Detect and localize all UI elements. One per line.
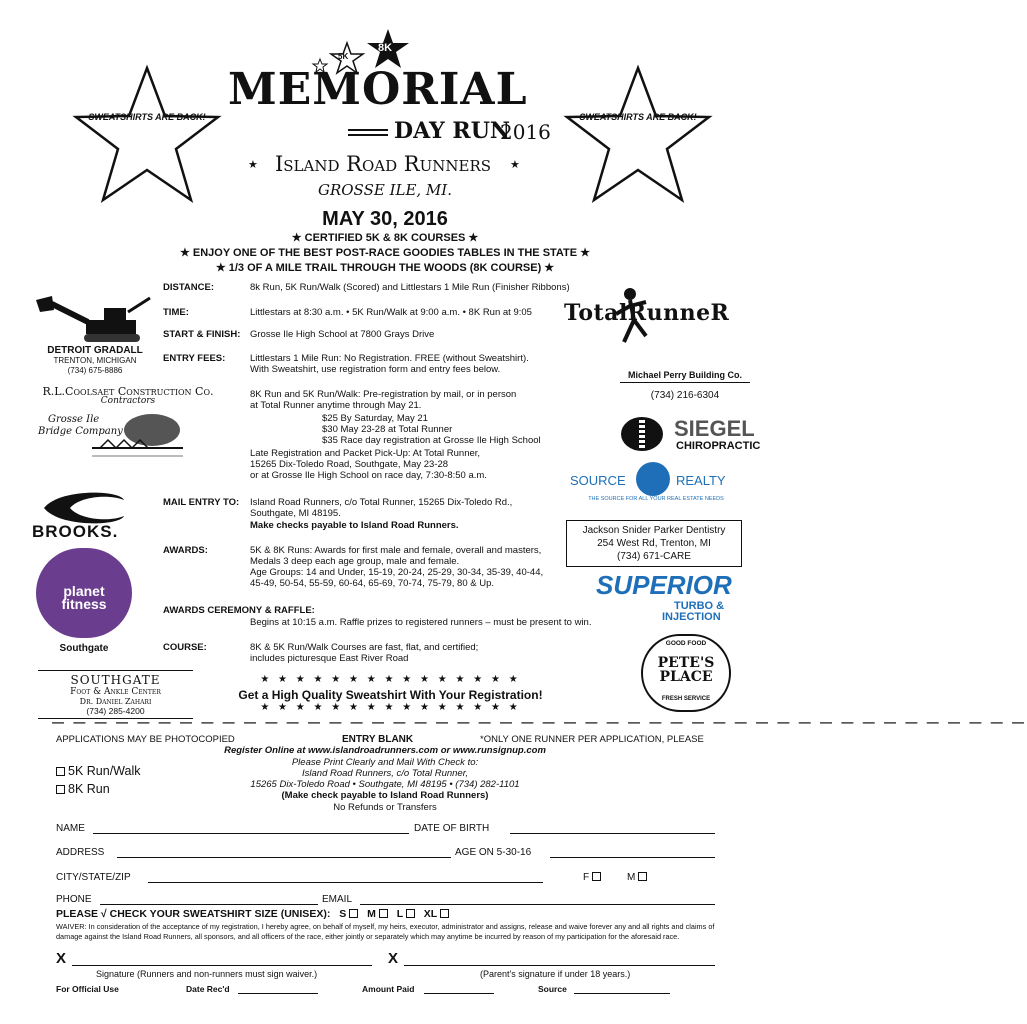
ceremony-label: AWARDS CEREMONY & RAFFLE: — [163, 605, 315, 616]
bullet-goodies: ★ ENJOY ONE OF THE BEST POST-RACE GOODIES TABLES IN THE STATE ★ — [179, 247, 591, 259]
badge-8k: 8K — [378, 42, 393, 54]
star-icon: ★ — [248, 159, 258, 171]
mail-text: Island Road Runners, c/o Total Runner, 15265 Dix-Toledo Rd., Southgate, MI 48195. — [250, 497, 513, 519]
cut-line: — — — — — — — — — — — — — — — — — — — — — — — — — — — — — — — — — — — — — — — — — — — — — — — [52, 715, 1027, 729]
coolsaet-sub: Contractors — [100, 396, 156, 406]
checkbox-8k[interactable] — [56, 785, 65, 794]
phone-label: PHONE — [56, 894, 92, 905]
superior-injection: INJECTION — [662, 611, 721, 623]
parent-signature-label: (Parent's signature if under 18 years.) — [480, 969, 631, 979]
star-icon — [72, 64, 222, 204]
star-icon: ★ — [510, 159, 520, 171]
name-label: NAME — [56, 823, 85, 834]
amount-paid-label: Amount Paid — [362, 984, 415, 994]
bridge-name-1: Grosse Ile — [48, 414, 100, 425]
event-location: GROSSE ILE, MI. — [317, 181, 452, 199]
source-text: SOURCE — [570, 473, 626, 488]
checkbox-f[interactable] — [592, 872, 601, 881]
distance-text: 8k Run, 5K Run/Walk (Scored) and Littlestars 1 Mile Run (Finisher Ribbons) — [250, 282, 570, 293]
brooks-logo-icon — [40, 490, 128, 526]
age-field[interactable] — [550, 857, 715, 858]
dentistry-address: 254 West Rd, Trenton, MI — [597, 538, 711, 549]
distance-label: DISTANCE: — [163, 282, 215, 293]
source-label: Source — [538, 984, 567, 994]
mail-label: MAIL ENTRY TO: — [163, 497, 240, 508]
name-field[interactable] — [93, 833, 409, 834]
fees-text-2: 8K Run and 5K Run/Walk: Pre-registration by mail, or in person at Total Runner anytime through May 21. — [250, 389, 517, 411]
waiver-text: WAIVER: In consideration of the acceptance of my registration, I hereby agree, on behalf of myself, my heirs, executor, administrator and assigns, release and waive forever any and all rights and claims of damage against the Island Road Runners, all sponsors, and all officers of the race, either jointly or separately which may anytime be incurred by reason of my participation for the aforesaid race. — [56, 922, 715, 941]
spine-icon — [620, 416, 664, 452]
size-l-label: L — [396, 908, 403, 920]
date-recd-field[interactable] — [238, 993, 318, 994]
checkbox-size-xl[interactable] — [440, 909, 449, 918]
gradall-city: TRENTON, MICHIGAN — [53, 356, 137, 365]
time-text: Littlestars at 8:30 a.m. • 5K Run/Walk at 9:00 a.m. • 8K Run at 9:05 — [250, 307, 532, 318]
start-text: Grosse Ile High School at 7800 Grays Drive — [250, 329, 435, 340]
address-field[interactable] — [117, 857, 451, 858]
gradall-phone: (734) 675-8886 — [67, 366, 123, 375]
petes-top: GOOD FOOD — [665, 640, 707, 647]
start-label: START & FINISH: — [163, 329, 241, 340]
gender-m[interactable] — [627, 872, 650, 883]
date-recd-label: Date Rec'd — [186, 984, 230, 994]
gradall-excavator-icon — [28, 292, 153, 344]
foot-ankle-doctor: Dr. Daniel Zahari — [79, 697, 152, 706]
realty-text: REALTY — [676, 473, 726, 488]
checkbox-m[interactable] — [638, 872, 647, 881]
gender-m-label: M — [627, 872, 636, 883]
foot-ankle-card — [38, 670, 193, 719]
runner-signature-label: Signature (Runners and non-runners must sign waiver.) — [96, 969, 318, 979]
planet-southgate: Southgate — [59, 643, 109, 654]
fees-label: ENTRY FEES: — [163, 353, 226, 364]
stars-row-bottom: ★ ★ ★ ★ ★ ★ ★ ★ ★ ★ ★ ★ ★ ★ ★ — [260, 702, 521, 713]
perry-name: Michael Perry Building Co. — [620, 370, 750, 383]
checkbox-size-s[interactable] — [349, 909, 358, 918]
shirt-size-label: PLEASE √ CHECK YOUR SWEATSHIRT SIZE (UNISEX): — [56, 908, 331, 920]
ceremony-text: Begins at 10:15 a.m. Raffle prizes to registered runners – must be present to win. — [250, 617, 592, 628]
checkbox-size-m[interactable] — [379, 909, 388, 918]
planet-fitness-text: planet fitness — [61, 583, 107, 612]
club-name: Island Road Runners — [274, 152, 492, 176]
option-5k-label: 5K Run/Walk — [68, 764, 141, 778]
source-realty-logo-icon — [636, 462, 670, 496]
left-star-text: SWEATSHIRTS ARE BACK! — [88, 112, 206, 122]
event-subtitle: DAY RUN — [394, 118, 510, 144]
email-field[interactable] — [360, 904, 715, 905]
siegel-name: SIEGEL — [674, 416, 755, 441]
option-8k[interactable] — [56, 782, 110, 796]
source-tagline: THE SOURCE FOR ALL YOUR REAL ESTATE NEEDS — [588, 496, 724, 502]
parent-signature-field[interactable] — [404, 965, 715, 966]
sig-x-runner: X — [56, 950, 67, 967]
course-text: 8K & 5K Run/Walk Courses are fast, flat, and certified; includes picturesque East River Road — [250, 642, 479, 664]
right-star-badge — [563, 64, 713, 204]
shirt-size-row — [56, 908, 452, 920]
event-year: 2016 — [500, 120, 551, 144]
title-rule-left — [348, 129, 388, 131]
stars-row-top: ★ ★ ★ ★ ★ ★ ★ ★ ★ ★ ★ ★ ★ ★ ★ — [260, 674, 521, 685]
mail-payable: Make checks payable to Island Road Runners. — [250, 520, 459, 531]
no-refunds: No Refunds or Transfers — [333, 802, 437, 813]
photocopy-note: APPLICATIONS MAY BE PHOTOCOPIED — [56, 734, 235, 745]
coolsaet-name: R.L.Coolsaet Construction Co. — [42, 385, 214, 398]
gradall-name: DETROIT GRADALL — [47, 345, 143, 356]
foot-ankle-title: SOUTHGATE — [70, 673, 161, 687]
source-field[interactable] — [574, 993, 670, 994]
checkbox-size-l[interactable] — [406, 909, 415, 918]
mail-instruction: Please Print Clearly and Mail With Check to: — [291, 757, 479, 768]
register-online: Register Online at www.islandroadrunners.com or www.runsignup.com — [224, 745, 546, 756]
fees-text-3: Late Registration and Packet Pick-Up: At Total Runner, 15265 Dix-Toledo Road, Southgate, May 23-28 or at Grosse Ile High School on race day, 7:30-8:50 a.m. — [250, 448, 487, 481]
course-label: COURSE: — [163, 642, 207, 653]
title-rule-left-2 — [348, 134, 388, 136]
runner-signature-field[interactable] — [72, 965, 372, 966]
dentistry-phone: (734) 671-CARE — [617, 551, 691, 562]
event-title: MEMORIAL — [228, 64, 528, 115]
dob-field[interactable] — [510, 833, 715, 834]
event-date: MAY 30, 2016 — [322, 208, 448, 230]
fees-text-1: Littlestars 1 Mile Run: No Registration. FREE (without Sweatshirt). With Sweatshirt, use registration form and entry fees below. — [250, 353, 529, 375]
mail-address-2: 15265 Dix-Toledo Road • Southgate, MI 48195 • (734) 282-1101 — [250, 779, 520, 790]
perry-phone: (734) 216-6304 — [650, 390, 720, 401]
fees-prices: $25 By Saturday, May 21 $30 May 23-28 at Total Runner $35 Race day registration at Grosse Ile High School — [322, 413, 541, 446]
phone-field[interactable] — [100, 904, 318, 905]
size-m-label: M — [367, 908, 376, 920]
badge-5k: 5K — [338, 52, 349, 61]
total-runner-logo: TotalRunneR — [564, 300, 730, 326]
size-xl-label: XL — [423, 908, 437, 920]
petes-name: PETE'S PLACE — [657, 655, 715, 685]
option-5k[interactable] — [56, 764, 140, 778]
bridge-icon — [90, 412, 185, 462]
dentistry-card — [566, 520, 742, 567]
address-label: ADDRESS — [56, 847, 105, 858]
right-star-text: SWEATSHIRTS ARE BACK! — [579, 112, 697, 122]
bullet-trail: ★ 1/3 OF A MILE TRAIL THROUGH THE WOODS (8K COURSE) ★ — [215, 262, 555, 274]
star-icon — [563, 64, 713, 204]
entry-blank-title: ENTRY BLANK — [342, 734, 414, 745]
one-runner-note: *ONLY ONE RUNNER PER APPLICATION, PLEASE — [480, 734, 704, 745]
official-use-label: For Official Use — [56, 984, 119, 994]
amount-paid-field[interactable] — [424, 993, 494, 994]
sweatshirt-promo: Get a High Quality Sweatshirt With Your Registration! — [238, 688, 543, 702]
superior-logo: SUPERIOR — [596, 570, 732, 600]
dentistry-name: Jackson Snider Parker Dentistry — [582, 525, 726, 536]
foot-ankle-phone: (734) 285-4200 — [86, 706, 145, 716]
bullet-courses: ★ CERTIFIED 5K & 8K COURSES ★ — [291, 232, 479, 244]
bridge-name-2: Bridge Company — [38, 426, 123, 437]
left-star-badge — [72, 64, 222, 204]
age-label: AGE ON 5-30-16 — [455, 847, 532, 858]
gender-f-label: F — [583, 872, 590, 883]
email-label: EMAIL — [322, 894, 353, 905]
siegel-chiropractic: CHIROPRACTIC — [676, 440, 761, 452]
brooks-text: BROOKS. — [32, 522, 119, 541]
time-label: TIME: — [163, 307, 189, 318]
sig-x-parent: X — [388, 950, 399, 967]
foot-ankle-center: Foot & Ankle Center — [70, 687, 161, 697]
mail-address-1: Island Road Runners, c/o Total Runner, — [302, 768, 468, 779]
dob-label: DATE OF BIRTH — [414, 823, 490, 834]
city-label: CITY/STATE/ZIP — [56, 872, 131, 883]
petes-bottom: FRESH SERVICE — [661, 696, 711, 702]
size-s-label: S — [339, 908, 347, 920]
checkbox-5k[interactable] — [56, 767, 65, 776]
awards-label: AWARDS: — [163, 545, 208, 556]
payable-note: (Make check payable to Island Road Runners) — [281, 790, 489, 801]
option-8k-label: 8K Run — [68, 782, 110, 796]
city-field[interactable] — [148, 882, 543, 883]
superior-turbo: TURBO & — [674, 600, 725, 612]
gender-f[interactable] — [583, 872, 604, 883]
awards-text: 5K & 8K Runs: Awards for first male and female, overall and masters, Medals 3 deep each age group, male and female. Age Groups: 14 and Under, 15-19, 20-24, 25-29, 30-34, 35-39, 40-44, 45-49, 50-54, 55-59, 60-64, 65-69, 70-74, 75-79, 80 & Up. — [250, 545, 544, 589]
